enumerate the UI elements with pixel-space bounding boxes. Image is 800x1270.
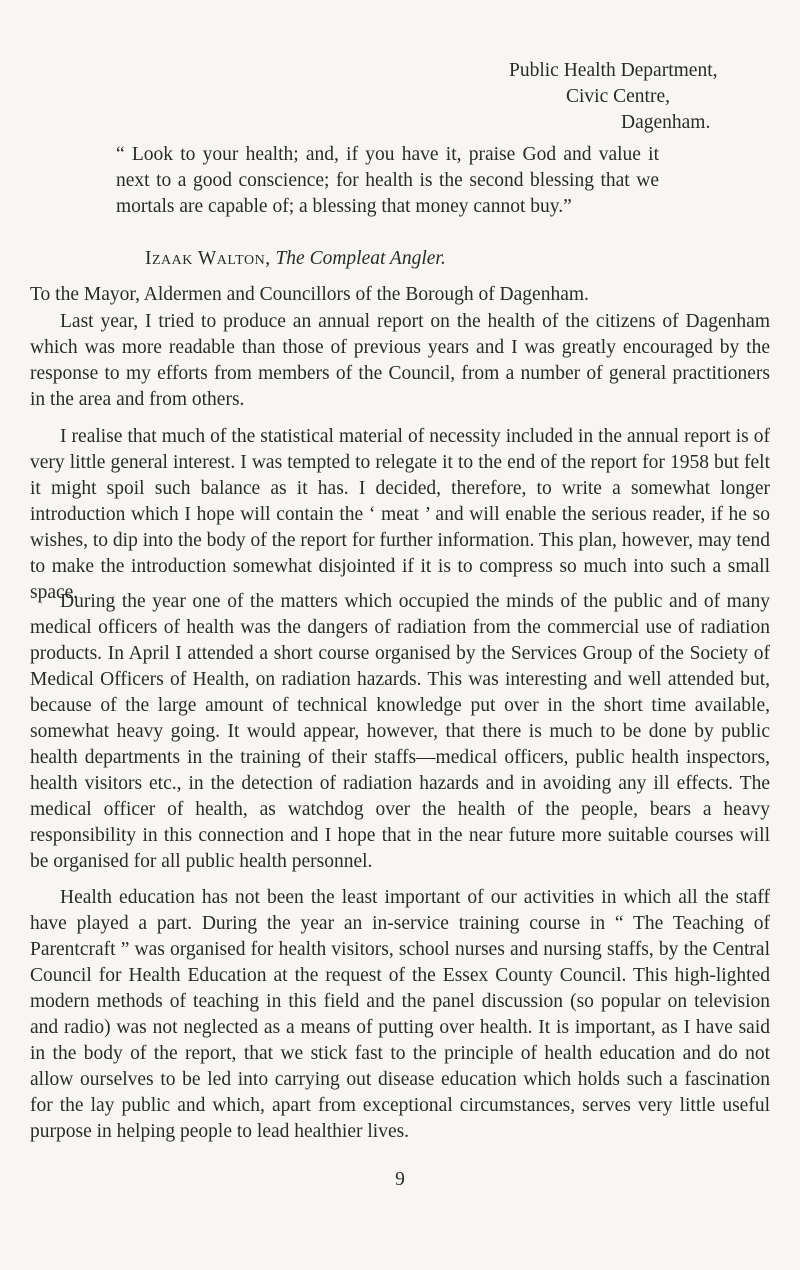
body-paragraph: During the year one of the matters which occupied the minds of the public and of many medical officers of health was the dangers of radiation from the commercial use of radiation products. In April I attended a short course organised by the Services Group of the Society of Medical Officers of Health, on radiation hazards. This was interesting and well attended but, because of the large amount of technical knowledge put over in the short time available, somewhat heavy going. It would appear, however, that there is much to be done by public health departments in the training of their staffs—medical officers, public health inspectors, health visitors etc., in the detection of radiation hazards and in avoiding any ill effects. The medical officer of health, as watchdog over the health of the people, bears a heavy responsibility in this connection and I hope that in the near future more suitable courses will be organised for all public health personnel.: [30, 591, 770, 872]
body-paragraph: I realise that much of the statistical material of necessity included in the annual report is of very little general interest. I was tempted to relegate it to the end of the report for 1958 but felt it might spoil such balance as it has. I decided, therefore, to write a somewhat longer introduction which I hope will contain the ‘ meat ’ and will enable the serious reader, if he so wishes, to dip into the body of the report for further information. This plan, however, may tend to make the introduction somewhat disjointed if it is to compress so much into such a small space.: [30, 426, 770, 603]
address-building: Civic Centre,: [566, 86, 670, 107]
epigraph-author: Izaak Walton,: [145, 248, 271, 269]
address-town: Dagenham.: [621, 112, 711, 133]
page-number: 9: [395, 1169, 405, 1190]
body-paragraph: Health education has not been the least important of our activities in which all the staff have played a part. During the year an in-service training course in “ The Teaching of Parentcraft ” was organised for health visitors, school nurses and nursing staffs, by the Central Council for Health Education at the request of the Essex County Council. This high-lighted modern methods of teaching in this field and the panel discussion (so popular on television and radio) was not neglected as a means of putting over health. It is important, as I have said in the body of the report, that we stick fast to the principle of health education and do not allow ourselves to be led into carrying out disease education which holds such a fascination for the lay public and which, apart from exceptional circumstances, serves very little useful purpose in helping people to lead healthier lives.: [30, 887, 770, 1142]
body-paragraph: Last year, I tried to produce an annual report on the health of the citizens of Dagenham which was more readable than those of previous years and I was greatly encouraged by the response to my efforts from members of the Council, from a number of general practitioners in the area and from others.: [30, 311, 770, 410]
salutation: To the Mayor, Aldermen and Councillors of the Borough of Dagenham.: [30, 284, 589, 305]
address-department: Public Health Department,: [509, 60, 718, 81]
epigraph-work: The Compleat Angler.: [275, 248, 446, 269]
epigraph-attribution: [145, 246, 446, 272]
epigraph-quote: “ Look to your health; and, if you have it, praise God and value it next to a good conscience; for health is the second blessing that we mortals are capable of; a blessing that money cannot buy.”: [116, 144, 659, 217]
